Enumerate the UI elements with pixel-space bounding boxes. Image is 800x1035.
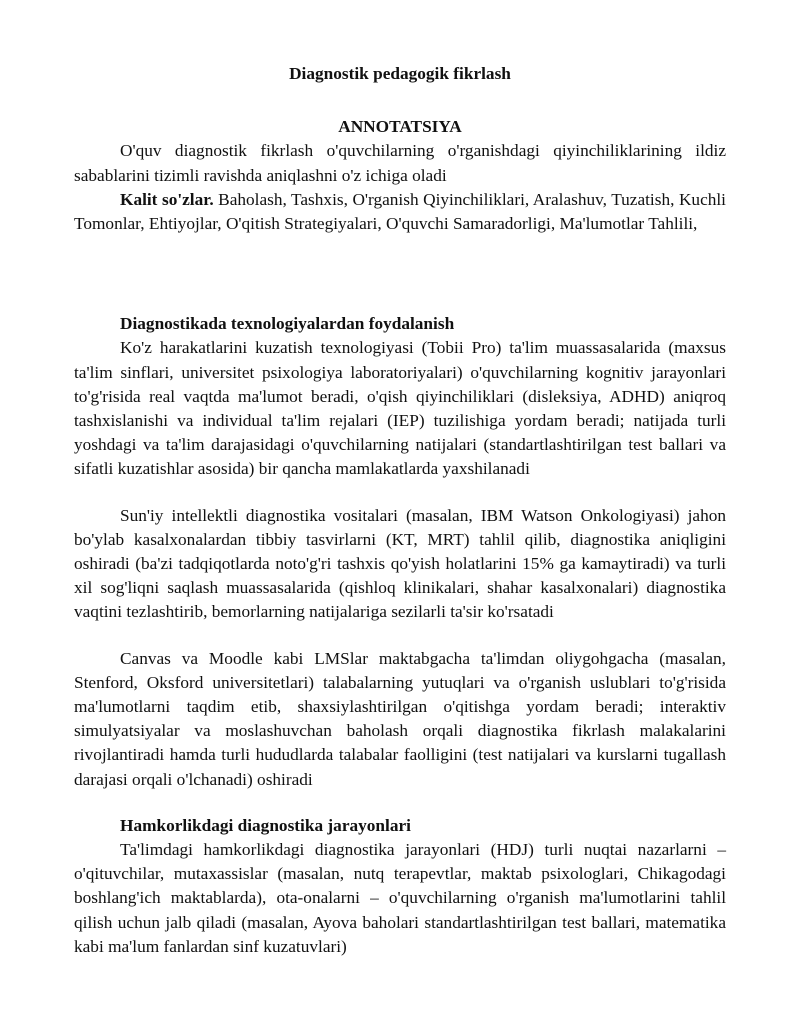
keywords-paragraph (74, 188, 726, 236)
annotation-heading: ANNOTATSIYA (338, 117, 462, 137)
keywords-list: Baholash, Tashxis, O'rganish Qiyinchiliklari, Aralashuv, Tuzatish, Kuchli Tomonlar, Ehtiyojlar, O'qitish Strategiyalari, O'quvchi Samaradorligi, Ma'lumotlar Tahlili, (74, 189, 726, 234)
keywords-label: Kalit so'zlar. (120, 189, 214, 209)
document-page (74, 62, 726, 959)
document-title: Diagnostik pedagogik fikrlash (289, 64, 511, 83)
paragraph-collaborative: Ta'limdagi hamkorlikdagi diagnostika jarayonlari (HDJ) turli nuqtai nazarlarni – o'qituvchilar, mutaxassislar (masalan, nutq terapevtlar, maktab psixologlari, Chikagodagi boshlang'ich maktablarda), ota-onalarni – o'quvchilarning o'rganish ma'lumotlarini tahlil qilish uchun jalb qiladi (masalan, Ayova baholari standartlashtirilgan test ballari, matematika kabi ma'lum fanlardan sinf kuzatuvlari) (74, 840, 726, 956)
paragraph-lms: Canvas va Moodle kabi LMSlar maktabgacha ta'limdan oliygohgacha (masalan, Stenford, Oksford universitetlari) talabalarning yutuqlari va o'rganish uslublari to'g'risida ma'lumotlarni taqdim etib, shaxsiylashtirilgan o'qitishga yordam beradi; interaktiv simulyatsiyalar va moslashuvchan baholash orqali diagnostika fikrlash malakalarini rivojlantiradi hamda turli hududlarda talabalar faolligini (test natijalari va kurslarni tugallash darajasi orqali o'lchanadi) oshiradi (74, 648, 726, 789)
section-heading-collaborative: Hamkorlikdagi diagnostika jarayonlari (120, 815, 411, 835)
paragraph-eye-tracking: Ko'z harakatlarini kuzatish texnologiyasi (Tobii Pro) ta'lim muassasalarida (maxsus ta'lim sinflari, universitet psixologiya laboratoriyalari) o'quvchilarning kognitiv jarayonlari to'g'risida real vaqtda ma'lumot beradi, o'qish qiyinchiliklari (disleksiya, ADHD) aniqroq tashxislanishi va individual ta'lim rejalari (IEP) tuzilishiga yordam beradi; natijada turli yoshdagi va ta'lim darajasidagi o'quvchilarning natijalari (standartlashtirilgan test ballari va sifatli kuzatishlar asosida) bir qancha mamlakatlarda yaxshilanadi (74, 338, 726, 479)
paragraph-ai-diagnostics: Sun'iy intellektli diagnostika vositalari (masalan, IBM Watson Onkologiyasi) jahon bo'ylab kasalxonalardan tibbiy tasvirlarni (KT, MRT) tahlil qilib, diagnostika aniqligini oshiradi (ba'zi tadqiqotlarda noto'g'ri tashxis qo'yish holatlarini 15% ga kamaytiradi) va turli xil sog'liqni saqlash muassasalarida (qishloq klinikalari, shahar kasalxonalari) diagnostika vaqtini tezlashtirib, bemorlarning natijalariga sezilarli ta'sir ko'rsatadi (74, 505, 726, 622)
section-heading-technology: Diagnostikada texnologiyalardan foydalanish (120, 314, 455, 334)
annotation-text: O'quv diagnostik fikrlash o'quvchilarning o'rganishdagi qiyinchiliklarining ildiz sabablarini tizimli ravishda aniqlashni o'z ichiga oladi (74, 141, 726, 185)
